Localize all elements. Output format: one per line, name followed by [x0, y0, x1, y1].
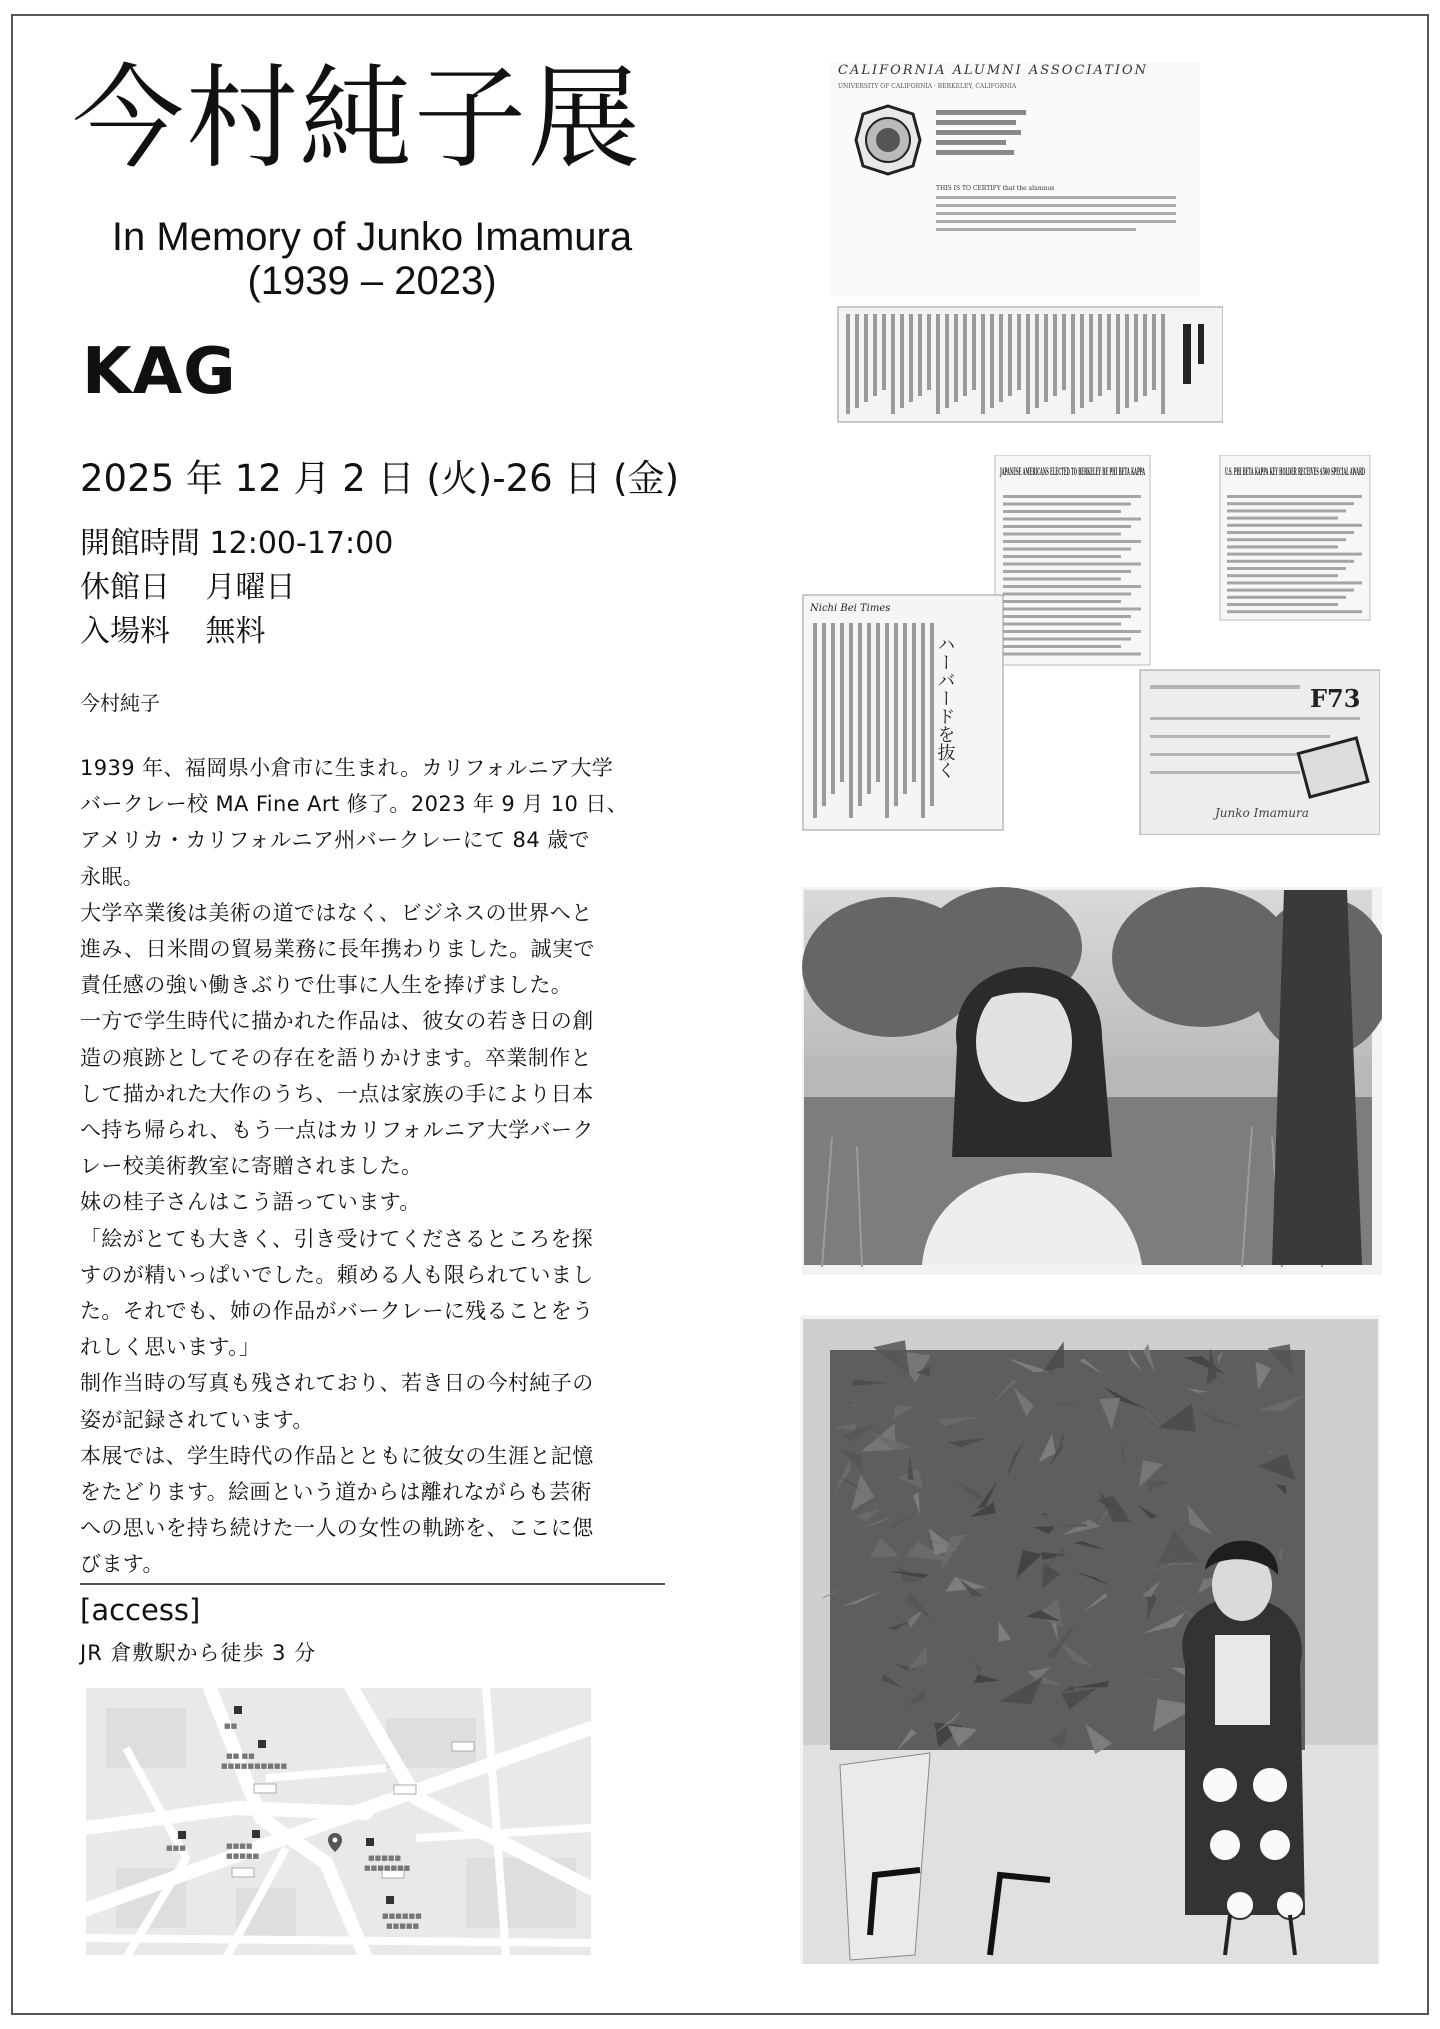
bio-line: をたどります。絵画という道からは離れながらも芸術: [80, 1480, 592, 1505]
bio-line: 1939 年、福岡県小倉市に生まれ。カリフォルニア大学: [80, 756, 614, 780]
bio-line: 制作当時の写真も残されており、若き日の今村純子の: [80, 1371, 594, 1396]
svg-text:■■■■: ■■■■: [226, 1842, 253, 1850]
bio-line: 妹の桂子さんはこう語っています。: [80, 1190, 421, 1215]
bio-line: 一方で学生時代に描かれた作品は、彼女の若き日の創: [80, 1009, 594, 1034]
closed-value: 月曜日: [205, 570, 296, 605]
bio-line: 永眠。: [80, 864, 145, 889]
certificate-subheader: UNIVERSITY OF CALIFORNIA · BERKELEY, CALIFORNIA: [838, 83, 1017, 90]
alumni-seal-icon: [856, 106, 920, 174]
subtitle-line-1: In Memory of Junko Imamura: [111, 215, 633, 259]
bio-line: れしく思います。」: [80, 1335, 261, 1360]
visitor-info: [80, 522, 393, 654]
venue-name: KAG: [82, 335, 237, 409]
artist-biography: [80, 750, 670, 1583]
svg-text:■■: ■■: [224, 1722, 238, 1730]
bio-line: 本展では、学生時代の作品とともに彼女の生涯と記憶: [80, 1443, 594, 1468]
svg-text:■■■■■: ■■■■■: [368, 1854, 402, 1862]
bio-line: 造の痕跡としてその存在を語りかけます。卒業制作と: [80, 1045, 592, 1070]
bio-line: 大学卒業後は美術の道ではなく、ビジネスの世界へと: [80, 900, 593, 925]
svg-text:■■■■■: ■■■■■: [226, 1852, 260, 1860]
bio-line: への思いを持ち続けた一人の女性の軌跡を、ここに偲: [80, 1516, 594, 1541]
svg-text:■■■: ■■■: [166, 1844, 186, 1852]
clipping-headline-b: U.S. PHI BETA KAPPA KEY HOLDER RECEIVES $500 SPECIAL AWARD: [1225, 467, 1366, 478]
closed-row: [80, 566, 393, 610]
svg-text:■■ ■■: ■■ ■■: [226, 1752, 255, 1760]
artist-name-heading: 今村純子: [80, 691, 160, 715]
bio-line: びます。: [80, 1552, 164, 1577]
subtitle-line-2: (1939 – 2023): [247, 259, 497, 303]
newspaper-clippings: [795, 455, 1380, 835]
bio-line: 「絵がとても大きく、引き受けてくださるところを探: [80, 1226, 594, 1251]
bio-line: へ持ち帰られ、もう一点はカリフォルニア大学バーク: [80, 1118, 594, 1143]
bio-line: して描かれた大作のうち、一点は家族の手により日本: [80, 1081, 594, 1106]
svg-text:■■■■■■■: ■■■■■■■: [364, 1864, 411, 1872]
access-directions: JR 倉敷駅から徒歩 3 分: [80, 1641, 317, 1665]
closed-label: 休館日: [80, 570, 170, 605]
vertical-headline: ハーバードを抜く: [934, 635, 956, 779]
hours-row: [80, 522, 393, 566]
exhibition-dates: 2025 年 12 月 2 日 (火)-26 日 (金): [80, 457, 680, 500]
bio-line: レー校美術教室に寄贈されました。: [80, 1154, 423, 1179]
bio-line: バークレー校 MA Fine Art 修了。2023 年 9 月 10 日、: [80, 792, 629, 817]
access-map: [86, 1688, 591, 1955]
bio-line: すのが精いっぱいでした。頼める人も限られていまし: [80, 1262, 594, 1287]
admission-row: [80, 610, 393, 654]
bio-line: アメリカ・カリフォルニア州バークレーにて 84 歳で: [80, 828, 590, 853]
clipping-headline-a: JAPANESE AMERICANS ELECTED TO BERKELEY BE PHI BETA KAPPA: [999, 467, 1146, 478]
bio-line: 姿が記録されています。: [80, 1407, 314, 1432]
hours-value: 12:00-17:00: [209, 526, 394, 561]
svg-text:■■■■■■■■■■: ■■■■■■■■■■: [221, 1762, 288, 1770]
painting-photo: [800, 1315, 1380, 1964]
card-signature: Junko Imamura: [1215, 806, 1309, 820]
bio-line: 責任感の強い働きぶりで仕事に人生を捧げました。: [80, 973, 573, 998]
bio-line: 進み、日米間の貿易業務に長年携わりました。誠実で: [80, 937, 595, 962]
portrait-photo: [802, 887, 1382, 1275]
admission-value: 無料: [205, 614, 266, 649]
card-code: F73: [1310, 684, 1361, 713]
nichi-bei-masthead: Nichi Bei Times: [810, 603, 891, 614]
certificate-header: CALIFORNIA ALUMNI ASSOCIATION: [838, 63, 1149, 78]
svg-text:■■■■■: ■■■■■: [386, 1922, 420, 1930]
access-heading: [access]: [80, 1593, 201, 1627]
certificate-body: THIS IS TO CERTIFY that the alumnus: [936, 185, 1055, 192]
exhibition-subtitle: [72, 215, 672, 303]
hours-label: 開館時間: [80, 526, 200, 561]
svg-text:■■■■■■: ■■■■■■: [382, 1912, 422, 1920]
exhibition-title: 今村純子展: [72, 54, 642, 184]
bio-line: た。それでも、姉の作品がバークレーに残ることをう: [80, 1299, 594, 1324]
admission-label: 入場料: [80, 614, 170, 649]
access-divider: [80, 1583, 665, 1585]
